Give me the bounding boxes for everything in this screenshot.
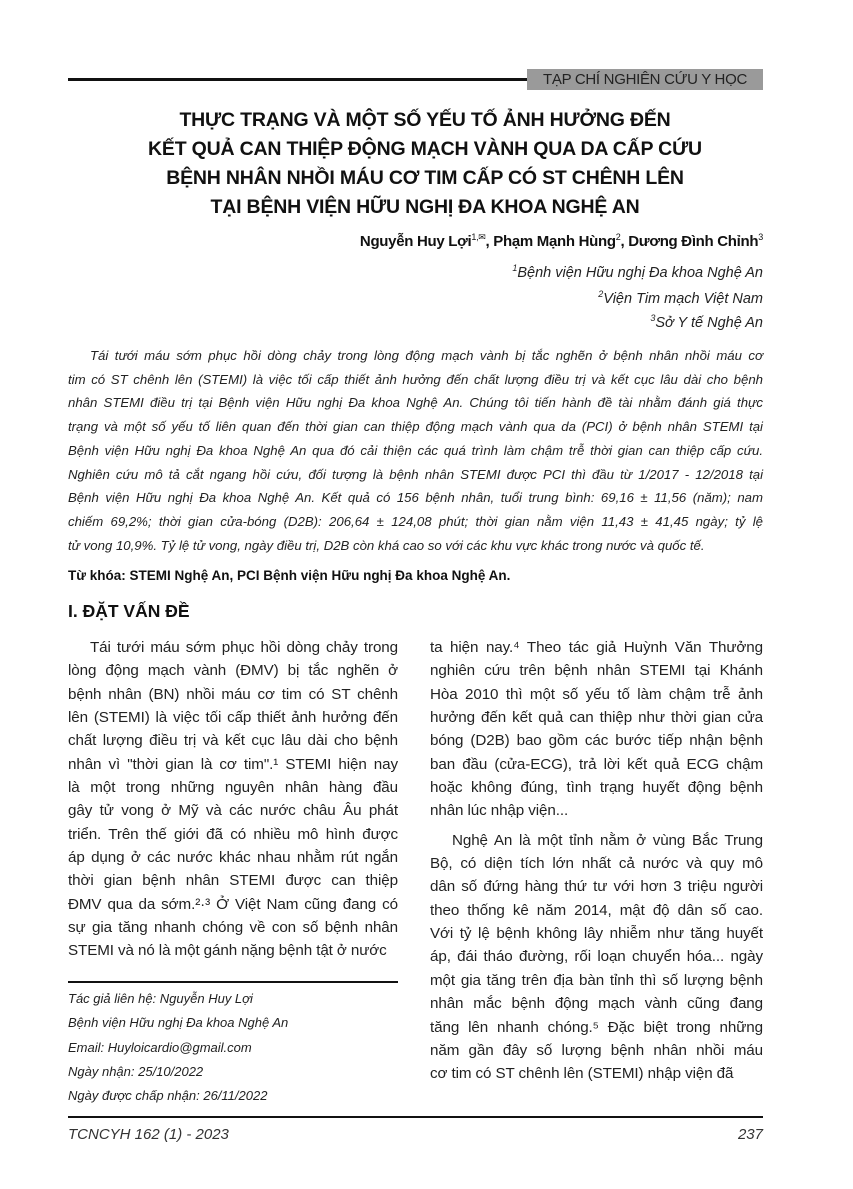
text-line: hưởng đến kết quả can thiệp như thời gian cửa [430,709,763,727]
text-line: nhân mắc bệnh động mạch vành cũng đang [430,995,763,1013]
affiliation-number: 3 [650,313,656,323]
text-line: Bệnh viện Hữu nghị Đa khoa Nghệ An qua đó cải thiện các quá trình làm chậm trễ thời gian can thiệp cấp cứu. [68,442,763,458]
text-line: ban đầu (cửa-ECG), trả lời kết quả ECG chậm [430,755,763,773]
author-affiliation-mark: 2 [615,232,621,242]
text-line: Nghiên cứu mô tả cắt ngang hồi cứu, đối tượng là bệnh nhân STEMI được PCI thì đầu từ 1/2017 - 12/2018 tại [68,466,763,482]
text-line: ta hiện nay.⁴ Theo tác giả Huỳnh Văn Thưởng [430,639,763,656]
affiliation [650,313,763,331]
text-line: nhân lúc nhập viện... [430,802,569,820]
author-name: Dương Đình Chỉnh [628,233,759,250]
text-line: tăng lên nhanh chóng.⁵ Đặc biệt trong những [430,1018,763,1036]
title-line: THỰC TRẠNG VÀ MỘT SỐ YẾU TỐ ẢNH HƯỞNG ĐẾN [179,109,671,131]
text-line: năm gần đây số lượng bệnh nhân nhồi máu [430,1041,763,1059]
page-number: 237 [737,1126,763,1143]
affiliation-number: 2 [598,289,604,299]
footnote-line: Ngày nhận: 25/10/2022 [68,1063,204,1079]
journal-citation: TCNCYH 162 (1) - 2023 [68,1126,229,1143]
text-line: theo thống kê năm 2014, mật độ dân số cao. [430,901,763,919]
footer-rule [68,1116,763,1118]
author-affiliation-mark: 1,✉ [471,232,486,242]
text-line: áp dụng ở các nước khác nhau nhằm rút ngắn [68,849,398,867]
text-line: lên (STEMI) là việc tối cấp thiết ảnh hưởng đến [68,709,398,727]
affiliation-name: Sở Y tế Nghệ An [655,314,763,331]
text-line: Hòa 2010 thì một số yếu tố làm chậm trễ ảnh [430,685,763,703]
text-line: một gia tăng trên địa bàn tỉnh thì số lượng bệnh [430,971,763,989]
article-title [40,106,810,222]
footnote-line: Bệnh viện Hữu nghị Đa khoa Nghệ An [68,1015,289,1031]
text-line: trạng và một số yếu tố liên quan đến thời gian can thiệp động mạch vành qua da (PCI) ở bệnh nhân STEMI tại [68,419,763,435]
text-line: tử vong 10,9%. Tỷ lệ tử vong, ngày điều trị, D2B còn khá cao so với các khu vực khác trong nước và quốc tế. [68,537,705,553]
text-line: STEMI và nó là một gánh nặng bệnh tật ở nước [68,942,387,960]
author-name: Phạm Mạnh Hùng [493,233,616,250]
text-line: Nghệ An là một tỉnh nằm ở vùng Bắc Trung [452,831,763,849]
text-line: chất lượng điều trị và kết cục lâu dài cho bệnh [68,732,398,750]
footnote-line: Email: Huyloicardio@gmail.com [68,1039,252,1055]
text-line: triển. Trên thế giới đã có nhiều mô hình được [68,825,398,843]
footnote-line: Tác giả liên hệ: Nguyễn Huy Lợi [68,991,253,1006]
text-line: Bộ, có diện tích lớn nhất cả nước và quy mô [430,855,763,873]
text-line: tim có ST chênh lên (STEMI) là việc tối cấp thiết ảnh hưởng đến chất lượng điều trị và kết cục lâu dài cho bệnh [68,371,763,387]
abstract [68,344,763,557]
text-line: nghiên cứu trên bệnh nhân STEMI tại Khánh [430,662,763,680]
text-line: bệnh nhân (BN) nhồi máu cơ tim có ST chênh [68,685,398,703]
footnote-line: Ngày được chấp nhận: 26/11/2022 [68,1088,268,1104]
affiliation [598,289,763,307]
text-line: nhân STEMI điều trị tại Bệnh viện Hữu nghị Đa khoa Nghệ An. Chúng tôi tiến hành đề tài nhằm đánh giá thực [68,395,763,411]
affiliation [512,263,763,281]
title-line: TẠI BỆNH VIỆN HỮU NGHỊ ĐA KHOA NGHỆ AN [210,196,640,218]
text-line: cơ tim có ST chênh lên (STEMI) nhập viện đã [430,1065,734,1083]
text-line: gây tử vong ở Mỹ và các nước châu Âu phát [68,802,398,820]
text-line: là một trong những nguyên nhân hàng đầu [68,779,398,797]
left-column [68,636,398,963]
paragraph [430,636,763,823]
affiliation-name: Viện Tim mạch Việt Nam [603,290,763,307]
title-line: KẾT QUẢ CAN THIỆP ĐỘNG MẠCH VÀNH QUA DA CẤP CỨU [148,138,702,160]
text-line: dân số đứng hàng thứ tư với hơn 3 triệu người [430,878,763,896]
author-affiliation-mark: 3 [758,232,763,242]
section-heading: I. ĐẶT VẤN ĐỀ [68,601,190,621]
text-line: thời gian bệnh nhân STEMI được can thiệp [68,872,398,890]
title-line: BỆNH NHÂN NHỒI MÁU CƠ TIM CẤP CÓ ST CHÊNH LÊN [166,167,684,189]
footnote-rule [68,981,398,983]
affiliation-number: 1 [512,263,518,273]
affiliation-name: Bệnh viện Hữu nghị Đa khoa Nghệ An [517,264,763,281]
text-line: chiếm 69,2%; thời gian cửa-bóng (D2B): 206,64 ± 124,08 phút; thời gian nằm viện 11,43 ± 41,45 ngày; tỷ lệ [68,513,763,529]
right-column [430,636,763,1086]
text-line: nhân vì "thời gian là cơ tim".¹ STEMI hiện nay [68,755,398,773]
header-rule [68,78,528,81]
text-line: Tái tưới máu sớm phục hồi dòng chảy trong lòng động mạch vành bị tắc nghẽn ở bệnh nhân nhồi máu cơ [90,348,763,363]
text-line: Với tỷ lệ bệnh không lây nhiễm như tăng huyết [430,925,763,943]
text-line: sự gia tăng nhanh chóng về con số bệnh nhân [68,919,398,937]
text-line: lòng động mạch vành (ĐMV) bị tắc nghẽn ở [68,662,398,680]
text-line: bóng (D2B) bao gồm các bước tiếp nhận bệnh [430,732,763,750]
paragraph [68,636,398,963]
paragraph [430,829,763,1086]
author-name: Nguyễn Huy Lợi [359,233,472,250]
correspondence-footnote [68,987,288,1108]
journal-name: TẠP CHÍ NGHIÊN CỨU Y HỌC [527,69,763,90]
text-line: Tái tưới máu sớm phục hồi dòng chảy trong [90,639,398,656]
text-line: ĐMV qua da sớm.²·³ Ở Việt Nam cũng đang có [68,895,398,913]
text-line: hoặc không đúng, tình trạng huyết động bệnh [430,779,763,797]
keywords: Từ khóa: STEMI Nghệ An, PCI Bệnh viện Hữu nghị Đa khoa Nghệ An. [68,568,511,583]
text-line: áp, đái tháo đường, rối loạn chuyển hóa... ngày [430,948,763,966]
text-line: Bệnh viện Hữu nghị Đa khoa Nghệ An. Kết quả có 156 bệnh nhân, tuổi trung bình: 69,16 ± 11,56 (năm); nam [68,490,763,506]
author-list: Nguyễn Huy Lợi$^{1,✉}$, Phạm Mạnh Hùng$^2$, Dương Đình Chỉnh$^3$ [359,232,763,250]
